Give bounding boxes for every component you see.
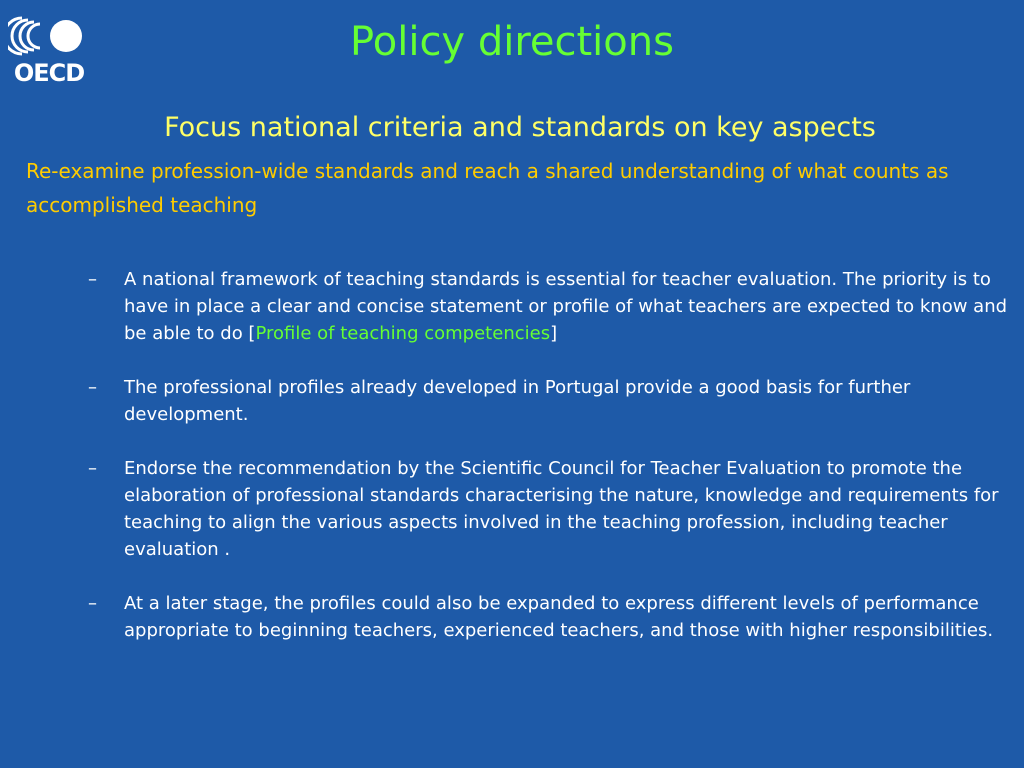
bullet-dash: –: [88, 593, 97, 614]
bullet-text: A national framework of teaching standards is essential for teacher evaluation. The priority is to have in place a clear and concise statement or profile of what teachers are expected to know and be able to do [: [124, 269, 1008, 344]
bullet-text: The professional profiles already developed in Portugal provide a good basis for further development.: [124, 377, 911, 425]
bullet-text: At a later stage, the profiles could also be expanded to express different levels of performance appropriate to beginning teachers, experienced teachers, and those with higher responsibilities.: [124, 593, 994, 641]
bullet-text-end: ]: [550, 323, 558, 344]
bullet-item: [86, 266, 1016, 347]
slide-title: Policy directions: [350, 19, 674, 65]
bullet-item: [86, 590, 1016, 644]
slide-subtitle: Focus national criteria and standards on key aspects: [164, 112, 876, 143]
oecd-logo-text: OECD: [13, 59, 85, 87]
bullet-list: [86, 266, 1016, 671]
bullet-dash: –: [88, 377, 97, 398]
bullet-dash: –: [88, 269, 97, 290]
bullet-dash: –: [88, 458, 97, 479]
bullet-item: [86, 374, 1016, 428]
bullet-highlight: Profile of teaching competencies: [255, 323, 551, 344]
bullet-item: [86, 455, 1016, 563]
bullet-text: Endorse the recommendation by the Scientific Council for Teacher Evaluation to promote the elaboration of professional standards characterising the nature, knowledge and requirements for teaching to align the various aspects involved in the teaching profession, including teacher evaluation .: [124, 458, 999, 560]
lead-statement: Re-examine profession-wide standards and reach a shared understanding of what counts as accomplished teaching: [26, 159, 949, 217]
